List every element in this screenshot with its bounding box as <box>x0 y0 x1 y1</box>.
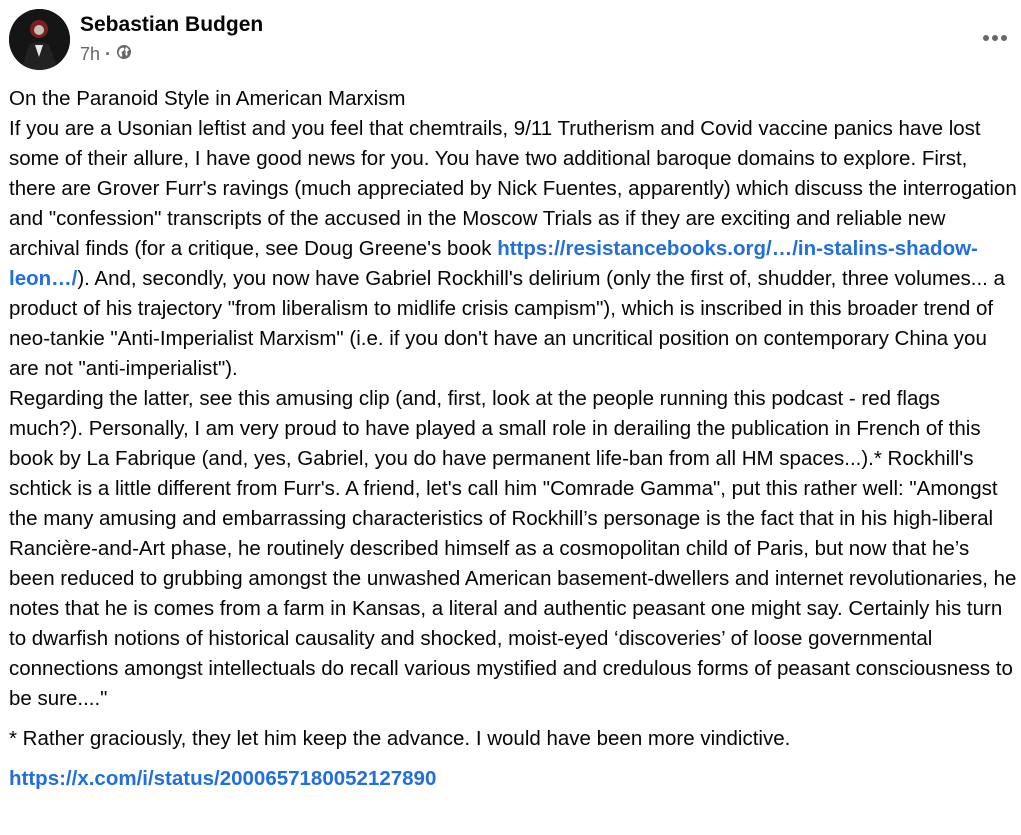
x-status-link[interactable]: https://x.com/i/status/2000657180052127890 <box>9 767 437 790</box>
paragraph-1-text: If you are a Usonian leftist and you feel that chemtrails, 9/11 Trutherism and Covid vaccine panics have lost some of their allure, I have good news for you. You have two additional baroque domains to explore. First, there are Grover Furr's ravings (much appreciated by Nick Fuentes, apparently) which discuss the interrogation and "confession" transcripts of the accused in the Moscow Trials as if they are exciting and reliable new archival finds (for a critique, see Doug Greene's book <box>9 117 1017 260</box>
avatar-image <box>9 9 70 70</box>
paragraph-1-text-continued: ). And, secondly, you now have Gabriel Rockhill's delirium (only the first of, shudder, three volumes... a product of his trajectory "from liberalism to midlife crisis campism"), which is inscribed in this broader trend of neo-tankie "Anti-Imperialist Marxism" (i.e. if you don't have an uncritical position on contemporary China you are not "anti-imperialist"). <box>9 267 1005 380</box>
post-title: On the Paranoid Style in American Marxism <box>9 87 406 110</box>
post-timestamp[interactable]: 7h <box>80 44 101 64</box>
post-paragraph-1 <box>9 114 1017 384</box>
footnote: * Rather graciously, they let him keep the advance. I would have been more vindictive. <box>9 727 791 750</box>
post-body <box>9 84 1017 794</box>
resistance-books-link[interactable]: https://resistancebooks.org/…/in-stalins-shadow-leon…/ <box>9 237 978 290</box>
more-options-button[interactable] <box>978 23 1012 53</box>
post-meta <box>80 44 132 65</box>
globe-icon[interactable] <box>116 44 132 65</box>
avatar[interactable] <box>9 9 70 70</box>
separator-dot: · <box>105 44 112 64</box>
more-options-icon <box>982 34 1008 42</box>
author-name[interactable]: Sebastian Budgen <box>80 13 264 36</box>
post-paragraph-2: Regarding the latter, see this amusing clip (and, first, look at the people running this podcast - red flags much?). Personally, I am very proud to have played a small role in derailing the publication in French of this book by La Fabrique (and, yes, Gabriel, you do have permanent life-ban from all HM spaces...).* Rockhill's schtick is a little different from Furr's. A friend, let's call him "Comrade Gamma", put this rather well: "Amongst the many amusing and embarrassing characteristics of Rockhill’s personage is the fact that in his high-liberal Rancière-and-Art phase, he routinely described himself as a cosmopolitan child of Paris, but now that he’s been reduced to grubbing amongst the unwashed American basement-dwellers and internet revolutionaries, he notes that he is comes from a farm in Kansas, a literal and authentic peasant one might say. Certainly his turn to dwarfish notions of historical causality and shocked, moist-eyed ‘discoveries’ of loose governmental connections amongst intellectuals do recall various mystified and credulous forms of peasant consciousness to be sure...." <box>9 387 1017 710</box>
